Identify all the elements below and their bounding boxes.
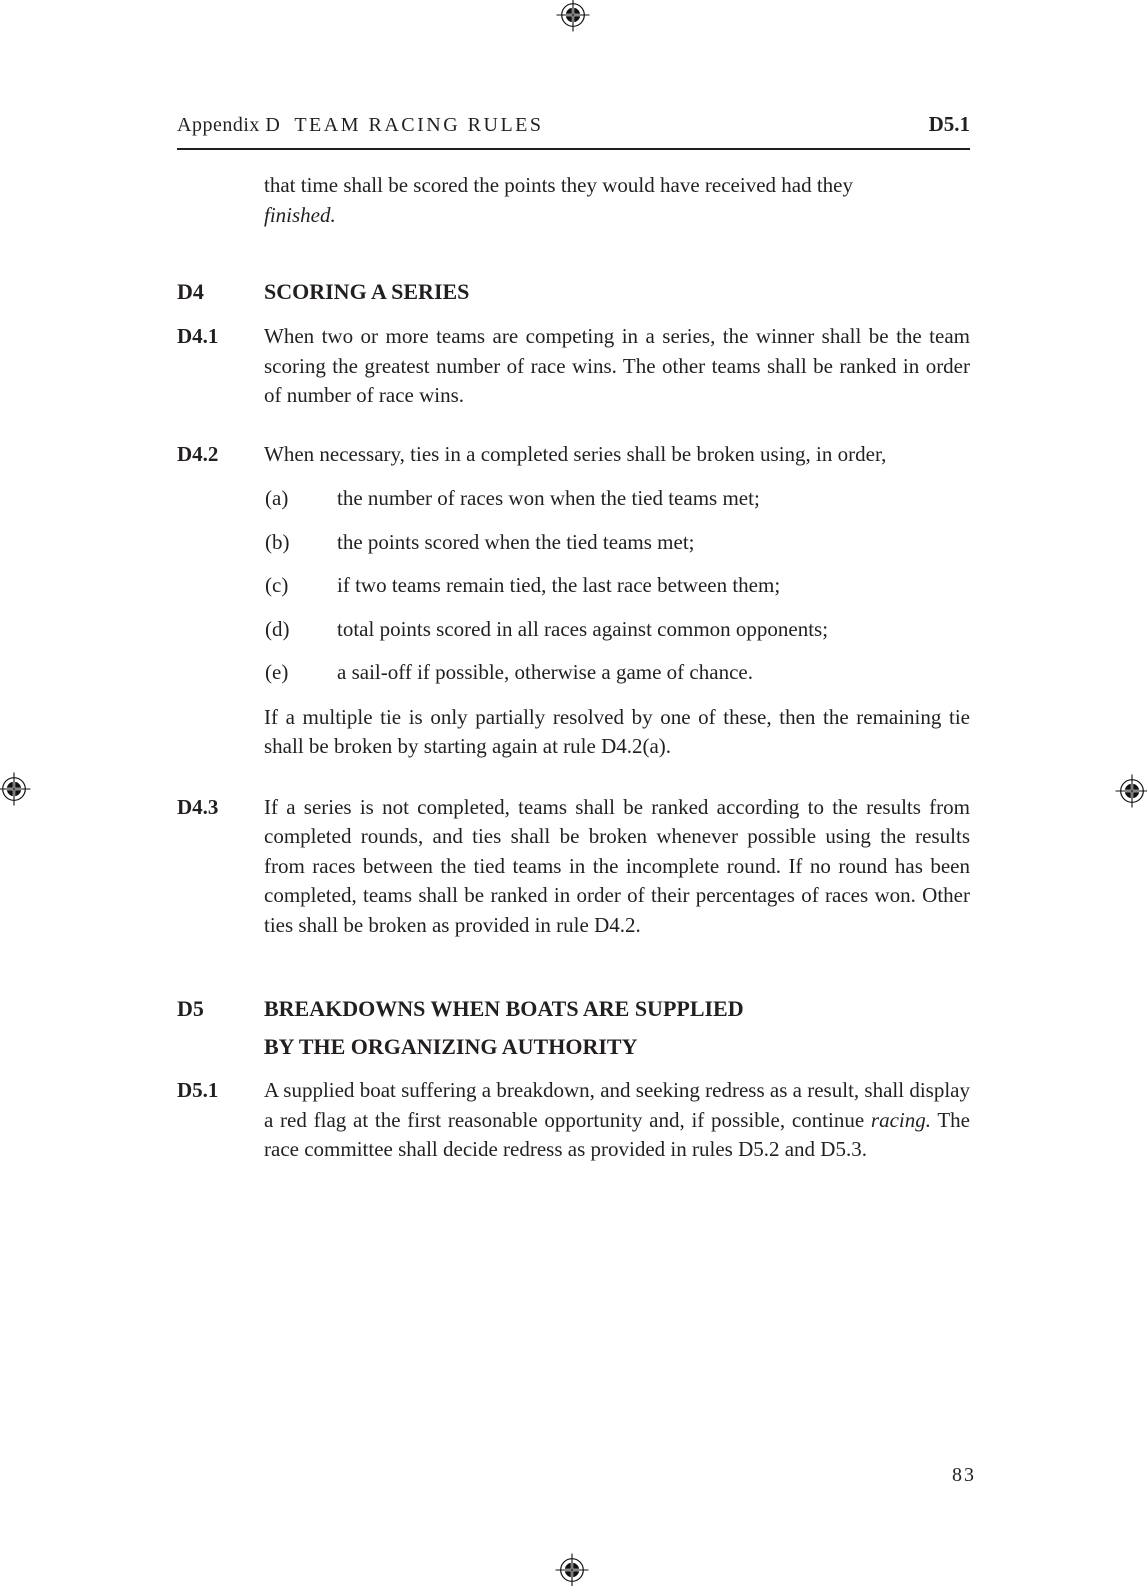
section-heading-d5 bbox=[177, 990, 970, 1066]
rule-number: D4.3 bbox=[177, 794, 219, 819]
rule-text-part1: A supplied boat suffering a breakdown, and seeking redress as a result, shall display a red flag at the first reasonable opportunity and, if possible, continue bbox=[264, 1078, 970, 1132]
registration-mark-top-icon bbox=[555, 0, 591, 33]
section-title-line2: BY THE ORGANIZING AUTHORITY bbox=[264, 1034, 638, 1059]
page-number: 83 bbox=[952, 1464, 976, 1486]
rule-number: D5.1 bbox=[177, 1078, 219, 1102]
registration-mark-right-icon bbox=[1114, 773, 1147, 809]
intro-text: that time shall be scored the points they would have received had they bbox=[264, 173, 853, 197]
list-item bbox=[177, 615, 970, 645]
list-item-label: (a) bbox=[265, 486, 289, 510]
list-item-text: if two teams remain tied, the last race between them; bbox=[337, 573, 781, 597]
rule-text-italic-term: racing. bbox=[870, 1107, 931, 1132]
rule-d4-1 bbox=[177, 322, 970, 411]
rule-number: D4.2 bbox=[177, 441, 219, 466]
section-title-line1: BREAKDOWNS WHEN BOATS ARE SUPPLIED bbox=[264, 996, 744, 1021]
rule-text: When two or more teams are competing in a series, the winner shall be the team scoring the greatest number of race wins. The other teams shall be ranked in order of number of race wins. bbox=[264, 324, 970, 407]
header-rule-ref: D5.1 bbox=[928, 112, 970, 136]
rule-d4-2 bbox=[177, 440, 970, 470]
list-item bbox=[177, 484, 970, 514]
registration-mark-bottom-icon bbox=[554, 1552, 590, 1586]
rule-d4-3 bbox=[177, 793, 970, 941]
rule-text-part2: The race committee shall decide redress as provided in rules D5.2 and D5.3. bbox=[264, 1107, 970, 1161]
list-item bbox=[177, 571, 970, 601]
list-item-text: the points scored when the tied teams met; bbox=[337, 529, 695, 554]
rule-number: D5 bbox=[177, 996, 204, 1021]
list-item-label: (d) bbox=[265, 616, 290, 641]
appendix-label: Appendix D bbox=[177, 114, 281, 136]
page-content bbox=[177, 112, 976, 1486]
list-item bbox=[177, 658, 970, 688]
rule-text: If a series is not completed, teams shall be ranked according to the results from completed rounds, and ties shall be broken whenever possible using the results from races between the tied teams in the incomplete round. If no round has been completed, teams shall be ranked in order of their percentages of races won. Other ties shall be broken as provided in rule D4.2. bbox=[264, 794, 970, 937]
section-title: SCORING A SERIES bbox=[264, 279, 470, 304]
rule-d4-2-continuation: If a multiple tie is only partially resolved by one of these, then the remaining tie shall be broken by starting again at rule D4.2(a). bbox=[264, 704, 970, 758]
rule-d5-1 bbox=[177, 1076, 970, 1165]
list-item-text: total points scored in all races against common opponents; bbox=[337, 616, 829, 641]
list-item bbox=[177, 528, 970, 558]
registration-mark-left-icon bbox=[0, 771, 32, 807]
rule-text bbox=[264, 1076, 970, 1165]
list-item-label: (c) bbox=[265, 573, 289, 597]
rule-text: When necessary, ties in a completed series shall be broken using, in order, bbox=[264, 441, 887, 466]
appendix-title: TEAM RACING RULES bbox=[294, 114, 544, 136]
header-left bbox=[177, 113, 544, 137]
section-heading-d4 bbox=[177, 277, 970, 307]
rule-number: D4 bbox=[177, 279, 204, 304]
list-item-label: (e) bbox=[265, 660, 289, 684]
intro-italic-term: finished. bbox=[264, 202, 336, 227]
rule-number: D4.1 bbox=[177, 324, 219, 348]
list-item-text: the number of races won when the tied teams met; bbox=[337, 486, 760, 510]
section-title bbox=[264, 990, 970, 1066]
page-header bbox=[177, 112, 970, 150]
list-item-text: a sail-off if possible, otherwise a game of chance. bbox=[337, 660, 753, 684]
list-item-label: (b) bbox=[265, 529, 290, 554]
intro-paragraph bbox=[264, 171, 970, 230]
